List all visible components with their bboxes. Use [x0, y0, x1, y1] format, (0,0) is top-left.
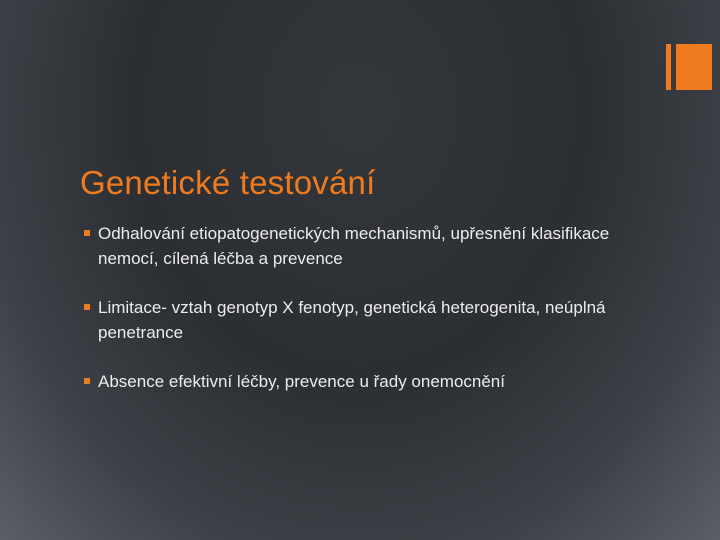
accent-bar-thick: [676, 44, 712, 90]
bullet-list: [84, 221, 644, 418]
accent-bar-thin: [666, 44, 671, 90]
square-bullet-icon: [84, 378, 90, 384]
square-bullet-icon: [84, 304, 90, 310]
bullet-item: [84, 221, 644, 271]
bullet-item: [84, 369, 644, 394]
slide-title: Genetické testování: [80, 164, 376, 201]
bullet-text: Odhalování etiopatogenetických mechanismů, upřesnění klasifikace nemocí, cílená léčba a prevence: [98, 224, 610, 268]
bullet-item: [84, 295, 644, 345]
square-bullet-icon: [84, 230, 90, 236]
bullet-text: Limitace- vztah genotyp X fenotyp, genetická heterogenita, neúplná penetrance: [98, 298, 606, 342]
bullet-text: Absence efektivní léčby, prevence u řady onemocnění: [98, 372, 505, 391]
